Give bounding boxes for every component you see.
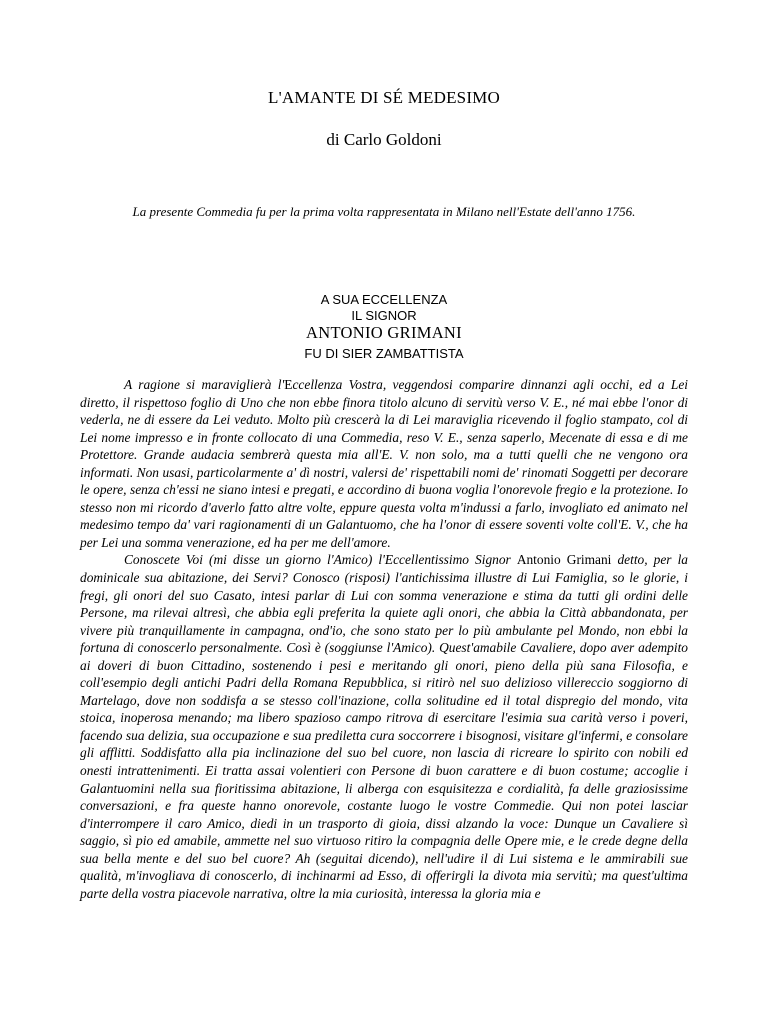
performance-note: La presente Commedia fu per la prima volta rappresentata in Milano nell'Estate dell'anno 1756. — [132, 204, 636, 219]
paragraph-2-rest: detto, per la dominicale sua abitazione, dei Servi? Conosco (risposi) l'antichissima illustre di Lui Famiglia, so le glorie, i fregi, gli onori del suo Casato, intesi parlar di Lui con somma venerazione e stima da tutti gli ordini delle Persone, ma rilevai altresì, che abbia egli preferita la quiete agli onori, che abbia la Città abbandonata, per vivere più tranquillamente in campagna, ond'io, che sono stato per lo più ambulante pel Mondo, non ebbi la fortuna di conoscerlo personalmente. Così è (soggiunse l'Amico). Quest'amabile Cavaliere, dopo aver adempito ai doveri di buon Cittadino, sostenendo i pesi e meritando gli onori, pieno della più sana Filosofia, e coll'esempio degli antichi Padri della Romana Repubblica, si ritirò nel suo delizioso villereccio soggiorno di Martelago, dove non soddisfa a se stesso coll'inazione, colla solitudine ed il total dispregio del mondo, vita stoica, inoperosa menando; ma libero spazioso campo ritrova di esercitare l'esimia sua carità verso i poveri, facendo sua delizia, sua occupazione e sua prediletta cura soccorrere i bisognosi, visitare gl'infermi, e consolare gli afflitti. Soddisfatto alla pia inclinazione del suo bel cuore, non lascia di ricreare lo spirito con nobili ed onesti intrattenimenti. Ei tratta assai volentieri con Persone di buon carattere e di buon costume; accoglie i Galantuomini nella sua fioritissima abitazione, li alberga con esquisitezza e cordialità, fa delle graziosissime conversazioni, e fra queste hanno onorevole, costante luogo le vostre Commedie. Qui non potei lasciar d'interrompere il caro Amico, diedi in un trasporto di gioia, dissi alzando la voce: Dunque un Cavaliere sì saggio, sì pio ed amabile, ammette nel suo virtuoso ritiro la compagnia delle Opere mie, e le crede degne della sua bella mente e del suo bel cuore? Ah (seguitai dicendo), nell'udire il di Lui sistema e le ammirabili sue qualità, m'invogliava di conoscerlo, di inchinarmi ad Esso, di offerirgli la divota mia servitù; ma quest'ultima parte della vostra piacevole narrativa, oltre la mia curiosità, interessa la gloria mia e — [80, 552, 688, 901]
document-title: L'AMANTE DI SÉ MEDESIMO — [268, 88, 500, 107]
document-author: di Carlo Goldoni — [326, 130, 442, 149]
body-text — [80, 376, 688, 902]
paragraph-2-upright: Antonio Grimani — [516, 552, 612, 568]
paragraph-1 — [80, 376, 688, 551]
paragraph-1-start: A ragione si maraviglierà l' — [124, 377, 285, 392]
dedication-line-1: A SUA ECCELLENZA — [320, 292, 448, 307]
paragraph-2-start: Conoscete Voi (mi disse un giorno l'Amico) l'Eccellentissimo Signor — [124, 552, 517, 568]
dedication-line-2: IL SIGNOR — [351, 308, 417, 323]
dedication-line-4: FU DI SIER ZAMBATTISTA — [304, 346, 464, 361]
dedication-name: ANTONIO GRIMANI — [306, 323, 462, 342]
paragraph-1-upright: E — [284, 377, 293, 392]
paragraph-2 — [80, 551, 688, 902]
paragraph-1-rest: ccellenza Vostra, veggendosi comparire dinnanzi agli occhi, ed a Lei diretto, il rispettoso foglio di Uno che non ebbe finora titolo alcuno di servitù verso V. E., né mai ebbe l'onor di vederla, ne di essere da Lei veduto. Molto più crescerà la di Lei maraviglia ricevendo il foglio stampato, col di Lei nome impresso e in fronte collocato di una Commedia, reso V. E., senza saperlo, Mecenate di essa e di me Protettore. Grande audacia sembrerà questa mia all'E. V. non solo, ma a tutti quelli che ne vengono ora informati. Non usasi, particolarmente a' dì nostri, valersi de' rispettabili nomi de' rinomati Soggetti per decorare le opere, senza ch'essi ne siano intesi e pregati, e accordino di buona voglia l'onorevole fregio e la protezione. Io stesso non mi ricordo d'averlo fatto altre volte, eppure questa volta m'indussi a farlo, invogliato ed animato nel medesimo tempo da' vari ragionamenti di un Galantuomo, che ha l'onor di essere soventi volte coll'E. V., che ha per Lei una somma venerazione, ed ha per me dell'amore. — [80, 377, 688, 550]
